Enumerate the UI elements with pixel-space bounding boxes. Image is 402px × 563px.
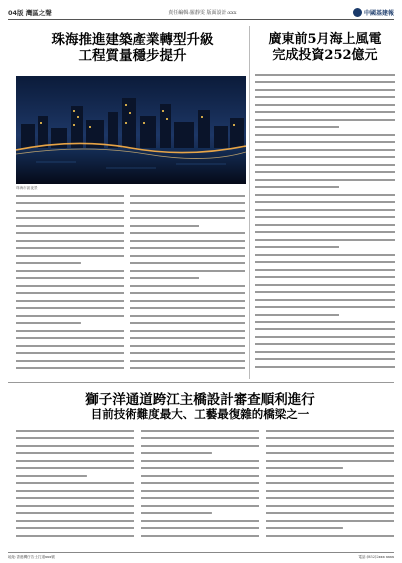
- section-label: 04版 灣區之聲: [8, 8, 52, 17]
- story3-headline-line2: 目前技術難度最大、工藝最復雜的橋梁之一: [90, 407, 310, 422]
- story2-headline-line2: 完成投資252億元: [272, 47, 378, 63]
- masthead-logo: [353, 8, 394, 17]
- story2-headline-line1: 廣東前5月海上風電: [268, 32, 382, 47]
- story1-body-col1: [16, 193, 124, 377]
- logo-icon: [353, 8, 362, 17]
- section-divider: [8, 382, 394, 383]
- page-header: [8, 6, 394, 18]
- editor-credit: 責任編輯:羅靜雯 版面設計:xxx: [168, 9, 237, 16]
- story1-headline-line1: 珠海推進建築產業轉型升級: [51, 32, 214, 48]
- story3-body-col1: [16, 428, 134, 548]
- footer-contact: 電話:(852)2xxx xxxx: [358, 554, 394, 559]
- city-night-photo: [16, 76, 246, 184]
- story1-body-col2: [130, 193, 245, 377]
- story3-body-col2: [141, 428, 259, 548]
- story3-body-col3: [266, 428, 394, 548]
- photo-caption: 珠海市區夜景: [16, 186, 38, 190]
- story1-headline: [20, 32, 245, 64]
- brand-name: 中國基建報: [363, 9, 394, 17]
- header-rule: [8, 19, 394, 20]
- column-divider: [249, 26, 250, 379]
- footer-address: 地址:香港灣仔告士打道xxx號: [8, 554, 55, 559]
- story3-headline: [20, 392, 380, 422]
- story1-headline-line2: 工程質量穩步提升: [78, 48, 187, 65]
- story3-headline-line1: 獅子洋通道跨江主橋設計審查順利進行: [85, 392, 315, 408]
- story2-body: [255, 72, 395, 378]
- page-footer: [8, 552, 394, 561]
- story2-headline: [255, 32, 395, 63]
